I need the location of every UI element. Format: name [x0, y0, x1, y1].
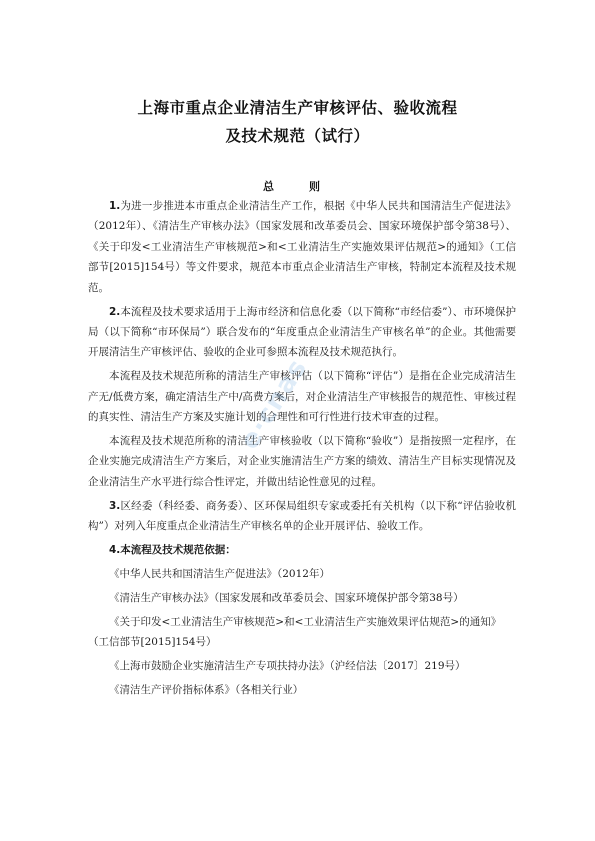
document-body [88, 196, 516, 704]
paragraph-number: 4. [109, 544, 121, 556]
paragraph-text: 本流程及技术规范所称的清洁生产审核验收（以下简称“验收”）是指按照一定程序，在企业实施完成清洁生产方案后，对企业实施清洁生产方案的绩效、清洁生产目标实现情况及企业清洁生产水平进行综合性评定，并做出结论性意见的过程。 [88, 434, 516, 488]
reference-item: 《关于印发<工业清洁生产审核规范>和<工业清洁生产实施效果评估规范>的通知》（工信部节[2015]154号） [88, 615, 502, 649]
paragraph-number: 1. [109, 200, 121, 212]
paragraph-number: 3. [109, 499, 121, 512]
paragraph-text: 为进一步推进本市重点企业清洁生产工作，根据《中华人民共和国清洁生产促进法》（2012年）、《清洁生产审核办法》（国家发展和改革委员会、国家环境保护部令第38号）、《关于印发<工业清洁生产审核规范>和<工业清洁生产实施效果评估规范>的通知》（工信部节[2015]154号）等文件要求，规范本市重点企业清洁生产审核，特制定本流程及技术规范。 [88, 200, 516, 294]
section-heading: 总 则 [263, 180, 332, 193]
document-title-line-1: 上海市重点企业清洁生产审核评估、验收流程 [137, 99, 458, 117]
paragraph-6 [88, 540, 516, 560]
paragraph-3 [88, 366, 516, 427]
paragraph-number: 2. [109, 305, 121, 318]
paragraph-text: 本流程及技术要求适用于上海市经济和信息化委（以下简称“市经信委”）、市环境保护局（以下简称“市环保局”）联合发布的“年度重点企业清洁生产审核名单”的企业。其他需要开展清洁生产审核评估、验收的企业可参照本流程及技术规范执行。 [88, 305, 516, 359]
paragraph-1 [88, 196, 516, 298]
paragraph-5 [88, 496, 516, 537]
reference-item: 《清洁生产评价指标体系》（各相关行业） [109, 683, 304, 696]
document-title-line-2: 及技术规范（试行） [225, 127, 370, 145]
reference-item: 《清洁生产审核办法》（国家发展和改革委员会、国家环境保护部令第38号） [109, 591, 464, 604]
reference-item: 《上海市鼓励企业实施清洁生产专项扶持办法》（沪经信法〔2017〕219号） [109, 660, 466, 673]
paragraph-4 [88, 431, 516, 492]
watermark-text: e·cnas [234, 353, 314, 455]
paragraph-text: 本流程及技术规范所称的清洁生产审核评估（以下简称“评估”）是指在企业完成清洁生产无/低费方案，确定清洁生产中/高费方案后，对企业清洁生产审核报告的规范性、审核过程的真实性、清洁生产方案及实施计划的合理性和可行性进行技术审查的过程。 [88, 370, 516, 424]
paragraph-text: 本流程及技术规范依据： [120, 544, 236, 556]
reference-item: 《中华人民共和国清洁生产促进法》（2012年） [109, 567, 330, 580]
paragraph-text: 区经委（科经委、商务委）、区环保局组织专家或委托有关机构（以下称“评估验收机构”）对列入年度重点企业清洁生产审核名单的企业开展评估、验收工作。 [88, 499, 516, 533]
paragraph-2 [88, 302, 516, 363]
